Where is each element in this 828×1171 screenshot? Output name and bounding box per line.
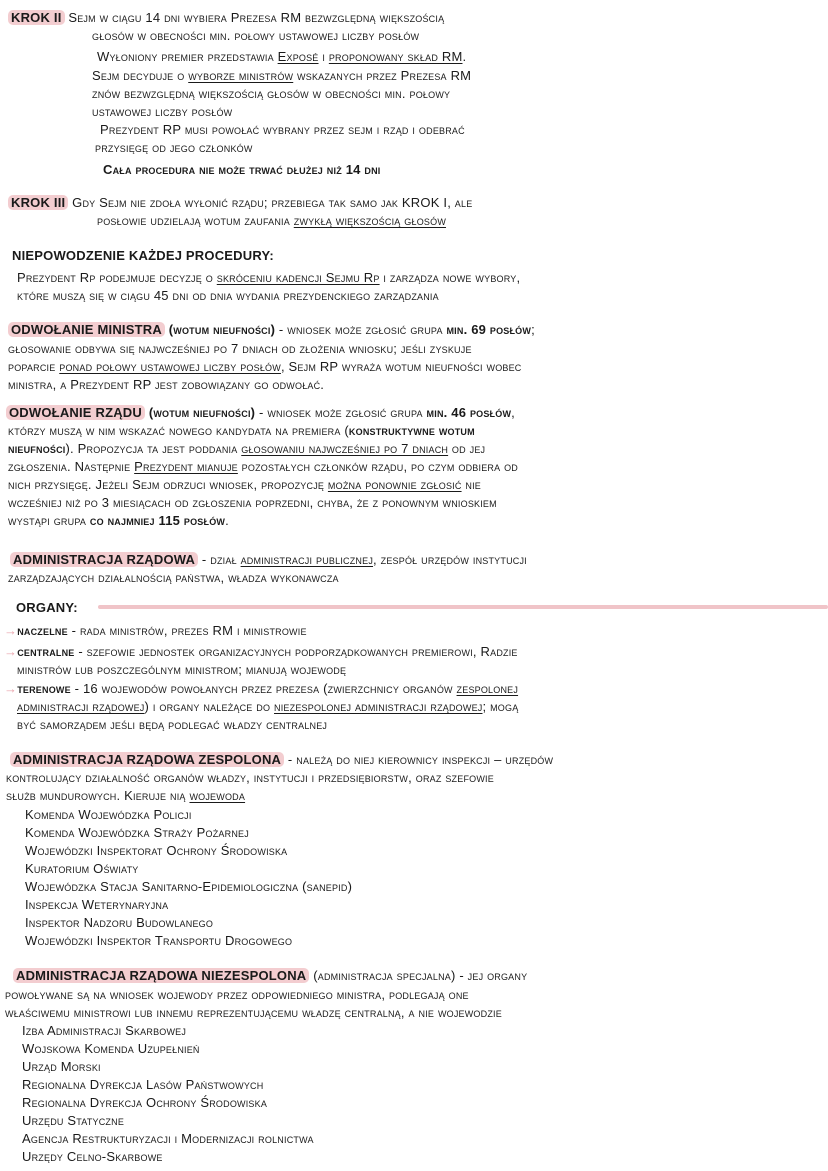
text-segment: (administracja specjalna) - jej organy [309,968,528,983]
underlined-text: administracji rządowej [17,699,145,714]
bold-text: nieufności [8,441,66,456]
text-segment: ministra, a Prezydent RP jest zobowiązany go odwołać. [8,377,325,392]
text-segment: znów bezwzględną większością głosów w obecności min. połowy [92,86,451,101]
text-segment: przysięgę od jego członków [95,140,253,155]
text-segment: Wojewódzki Inspektorat Ochrony Środowiska [25,843,288,858]
text-line [8,9,444,27]
text-line [4,622,307,640]
text-line [25,914,213,932]
bold-text: terenowe [17,681,71,696]
text-segment: Wyłoniony premier przedstawia [97,49,278,64]
text-segment: i zarządza nowe wybory, [379,270,521,285]
text-segment: - 16 wojewodów powołanych przez prezesa (zwierzchnicy organów [70,681,457,696]
text-segment: głosów w obecności min. połowy ustawowej liczby posłów [92,28,420,43]
bold-text: co najmniej 115 posłów [89,513,226,528]
text-segment: , [511,405,515,420]
section-heading: KROK II [8,10,65,25]
text-segment: Komenda Wojewódzka Straży Pożarnej [25,825,249,840]
arrow-right-icon: → [4,623,18,638]
bold-text: konstruktywne wotum [348,423,475,438]
text-segment: zarządzających działalnością państwa, władza wykonawcza [8,570,339,585]
text-segment: którzy muszą w nim wskazać nowego kandydata na premiera ( [8,423,349,438]
section-heading: ADMINISTRACJA RZĄDOWA [10,552,198,567]
text-line [92,103,232,121]
text-segment: - dział [198,552,241,567]
text-line [92,27,419,45]
text-line [6,404,515,422]
text-segment: Inspekcja Weterynaryjna [25,897,169,912]
section-heading: ADMINISTRACJA RZĄDOWA ZESPOLONA [10,752,284,767]
underlined-text: można ponownie zgłosić [327,477,462,492]
text-line [22,1076,263,1094]
section-heading: ADMINISTRACJA RZĄDOWA NIEZESPOLONA [13,968,309,983]
text-segment: - wniosek może zgłosić grupa [275,322,447,337]
text-segment: Urząd Morski [22,1059,101,1074]
text-line [103,161,380,179]
text-line [8,340,472,358]
text-line [8,494,497,512]
text-segment: służb mundurowych. Kieruje nią [6,788,190,803]
text-line [17,287,439,305]
text-segment: - należą do niej kierownicy inspekcji – urzędów [284,752,554,767]
text-segment: Regionalna Dyrekcja Lasów Państwowych [22,1077,264,1092]
text-line [8,194,472,212]
text-segment: - szefowie jednostek organizacyjnych podporządkowanych premierowi, Radzie [74,644,518,659]
text-line [25,806,192,824]
text-segment: Sejm decyduje o [92,68,189,83]
text-line [25,896,168,914]
text-line [22,1094,267,1112]
text-line [4,680,518,698]
section-heading: ODWOŁANIE MINISTRA [8,322,165,337]
text-segment: Prezydent Rp podejmuje decyzję o [17,270,217,285]
text-line [4,643,518,661]
section-heading: KROK III [8,195,68,210]
text-line [97,48,466,66]
text-segment: nie [461,477,481,492]
text-segment: Komenda Wojewódzka Policji [25,807,192,822]
text-line [25,842,287,860]
text-line [17,269,520,287]
text-segment: Regionalna Dyrekcja Ochrony Środowiska [22,1095,268,1110]
underlined-text: skróceniu kadencji Sejmu Rp [216,270,380,285]
text-line [5,1004,502,1022]
text-line [8,458,518,476]
text-segment: Prezydent RP musi powołać wybrany przez sejm i rząd i odebrać [100,122,465,137]
arrow-right-icon: → [4,644,18,659]
text-line [92,85,450,103]
text-line [22,1148,163,1166]
text-segment: które muszą się w ciągu 45 dni od dnia wydania prezydenckiego zarządzania [17,288,439,303]
text-line [8,358,522,376]
text-segment: kontrolujący działalność organów władzy, instytucji i przedsiębiorstw, oraz szefowie [6,770,494,785]
underlined-text: wojewoda [189,788,246,803]
text-segment: Inspektor Nadzoru Budowlanego [25,915,214,930]
text-segment: ministrów lub poszczególnym ministrom; mianują wojewodę [17,662,347,677]
arrow-right-icon: → [4,681,18,696]
bold-text: NIEPOWODZENIE KAŻDEJ PROCEDURY: [12,248,274,263]
text-segment: Izba Administracji Skarbowej [22,1023,187,1038]
text-line [8,376,324,394]
bold-text: Cała procedura nie może trwać dłużej niż 14 dni [103,162,381,177]
text-line [25,932,292,950]
text-line [17,661,346,679]
underlined-text: wyborze ministrów [188,68,294,83]
bold-text: (wotum nieufności) [168,322,276,337]
text-line [16,599,78,617]
text-line [92,67,471,85]
text-segment: ) i organy należące do [144,699,275,714]
text-segment: Sejm w ciągu 14 dni wybiera Prezesa RM bezwzględną większością [64,10,445,25]
text-line [25,860,139,878]
underlined-text: głosowaniu najwcześniej po 7 dniach [241,441,449,456]
bold-text: (wotum nieufności) [148,405,256,420]
text-line [25,878,352,896]
text-segment: ; mogą [482,699,519,714]
text-segment: Urzędy Celno-Skarbowe [22,1149,163,1164]
section-heading: ODWOŁANIE RZĄDU [6,405,145,420]
text-segment: ). Propozycja ta jest poddania [65,441,242,456]
underlined-text: zespolonej [456,681,519,696]
underlined-text: ponad połowy ustawowej liczby posłów [59,359,281,374]
text-segment: Kuratorium Oświaty [25,861,139,876]
text-line [12,247,274,265]
underlined-text: niezespolonej administracji rządowej [274,699,483,714]
text-segment: powoływane są na wniosek wojewody przez odpowiedniego ministra, podlegają one [5,987,469,1002]
underlined-text: administracji publicznej [240,552,374,567]
text-line [8,321,535,339]
text-segment: - rada ministrów, prezes RM i ministrowie [67,623,307,638]
text-line [22,1058,101,1076]
text-segment: ; [531,322,535,337]
text-line [100,121,465,139]
text-line [25,824,249,842]
text-segment: - wniosek może zgłosić grupa [255,405,427,420]
text-line [17,716,327,734]
text-segment: . [225,513,229,528]
text-segment: Wojewódzki Inspektor Transportu Drogowego [25,933,293,948]
text-segment: od jej [448,441,486,456]
text-line [8,512,229,530]
text-segment: Gdy Sejm nie zdoła wyłonić rządu; przebiega tak samo jak KROK I, ale [68,195,473,210]
text-line [10,751,553,769]
underlined-text: Exposé [277,49,319,64]
text-segment: głosowanie odbywa się najwcześniej po 7 dniach od złożenia wniosku; jeśli zyskuje [8,341,472,356]
text-line [13,967,527,985]
text-segment: Wojskowa Komenda Uzupełnień [22,1041,200,1056]
bold-text: naczelne [17,623,68,638]
text-segment: . [462,49,467,64]
text-line [5,986,469,1004]
text-segment: właściwemu ministrowi lub innemu reprezentującemu władzę centralną, a nie wojewodzie [5,1005,502,1020]
text-line [10,551,527,569]
text-segment: , Sejm RP wyraża wotum nieufności wobec [280,359,522,374]
text-segment: zgłoszenia. Następnie [8,459,135,474]
text-line [22,1112,124,1130]
text-segment: być samorządem jeśli będą podlegać władzy centralnej [17,717,328,732]
text-segment: wskazanych przez Prezesa RM [293,68,472,83]
text-segment: nich przysięgę. Jeżeli Sejm odrzuci wniosek, propozycję [8,477,328,492]
text-line [6,769,494,787]
text-segment: posłowie udzielają wotum zaufania [97,213,294,228]
text-line [97,212,446,230]
text-line [8,440,485,458]
text-segment: poparcie [8,359,60,374]
text-segment: wcześniej niż po 3 miesiącach od zgłoszenia poprzedni, chyba, że z ponownym wnioskiem [8,495,497,510]
text-segment: Agencja Restrukturyzacji i Modernizacji rolnictwa [22,1131,314,1146]
bold-text: min. 69 posłów [446,322,532,337]
bold-text: min. 46 posłów [426,405,512,420]
text-line [17,698,518,716]
text-line [22,1130,314,1148]
text-segment: pozostałych członków rządu, po czym odbiera od [237,459,519,474]
text-segment: Urzędu Statyczne [22,1113,125,1128]
text-line [22,1022,186,1040]
bold-text: centralne [17,644,75,659]
text-line [8,422,475,440]
text-line [22,1040,200,1058]
organy-divider [98,605,828,609]
underlined-text: zwykłą większością głosów [293,213,447,228]
text-line [8,476,481,494]
text-segment: wystąpi grupa [8,513,90,528]
underlined-text: Prezydent mianuje [134,459,238,474]
underlined-text: proponowany skład RM [328,49,463,64]
text-segment: ustawowej liczby posłów [92,104,233,119]
text-segment: , zespół urzędów instytucji [373,552,527,567]
text-line [6,787,245,805]
text-line [95,139,253,157]
text-segment: Wojewódzka Stacja Sanitarno-Epidemiologiczna (sanepid) [25,879,353,894]
text-segment: i [318,49,329,64]
text-line [8,569,339,587]
bold-text: ORGANY: [16,600,78,615]
